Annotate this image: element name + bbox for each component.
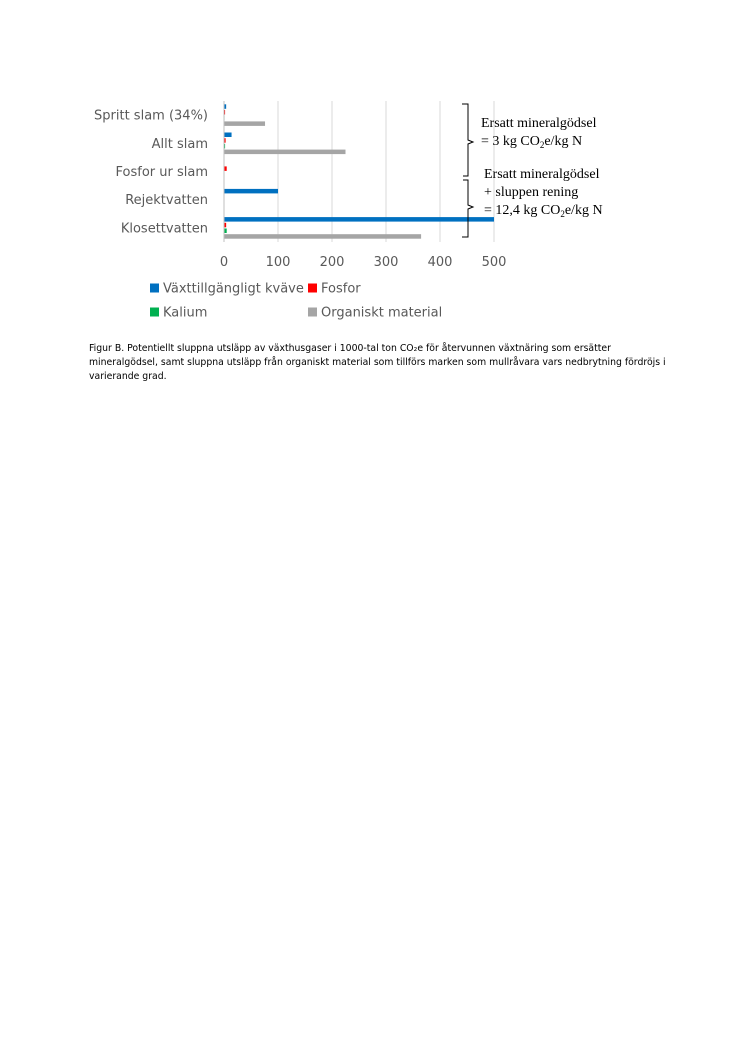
x-tick-labels xyxy=(220,255,507,270)
legend-swatch xyxy=(308,308,317,317)
legend-label: Organiskt material xyxy=(321,305,443,321)
x-tick-label: 0 xyxy=(219,255,229,270)
annotation-upper-line1: Ersatt mineralgödsel xyxy=(481,116,597,131)
category-label: Spritt slam (34%) xyxy=(94,108,208,124)
bar xyxy=(224,133,232,138)
category-label: Allt slam xyxy=(151,136,208,152)
x-tick-label: 300 xyxy=(373,255,399,270)
bar xyxy=(224,150,346,155)
bar xyxy=(224,121,265,126)
x-tick-label: 500 xyxy=(481,255,507,270)
category-label: Klosettvatten xyxy=(120,221,208,237)
annotation-upper-line2: = 3 kg $CO_2e/kg$ N xyxy=(481,134,583,150)
bar xyxy=(224,189,278,194)
legend-label: Kalium xyxy=(163,305,208,321)
bar-chart xyxy=(0,0,746,340)
bracket-lower xyxy=(462,180,473,237)
bracket-upper xyxy=(462,104,473,176)
bars xyxy=(224,104,494,238)
x-tick-label: 100 xyxy=(265,255,291,270)
annotation-lower-line3: = 12,4 kg $CO_2e/kg$ N xyxy=(484,203,603,219)
annotation-lower-line2: + sluppen rening xyxy=(484,185,579,200)
legend-swatch xyxy=(150,308,159,317)
legend xyxy=(150,282,442,321)
category-labels xyxy=(94,109,208,237)
figure-caption: Figur B. Potentiellt sluppna utsläpp av växthusgaser i 1000-tal ton CO₂e för återvunnen växtnäring som ersätter mineralgödsel, samt sluppna utsläpp från organiskt material som tillförs marken som mullråvara vars nedbrytning fördröjs i varierande grad. xyxy=(89,343,666,382)
category-label: Fosfor ur slam xyxy=(115,165,208,180)
legend-label: Fosfor xyxy=(321,281,361,297)
x-tick-label: 400 xyxy=(427,255,453,270)
annotation-upper xyxy=(481,116,597,150)
annotation-lower-line1: Ersatt mineralgödsel xyxy=(484,167,600,182)
legend-swatch xyxy=(150,284,159,293)
legend-label: Växttillgängligt kväve xyxy=(163,281,304,297)
annotation-brackets xyxy=(462,104,473,237)
bar xyxy=(224,234,421,239)
bar xyxy=(224,217,494,222)
x-tick-label: 200 xyxy=(319,255,345,270)
legend-swatch xyxy=(308,284,317,293)
annotation-lower xyxy=(484,167,603,219)
category-label: Rejektvatten xyxy=(125,193,208,209)
